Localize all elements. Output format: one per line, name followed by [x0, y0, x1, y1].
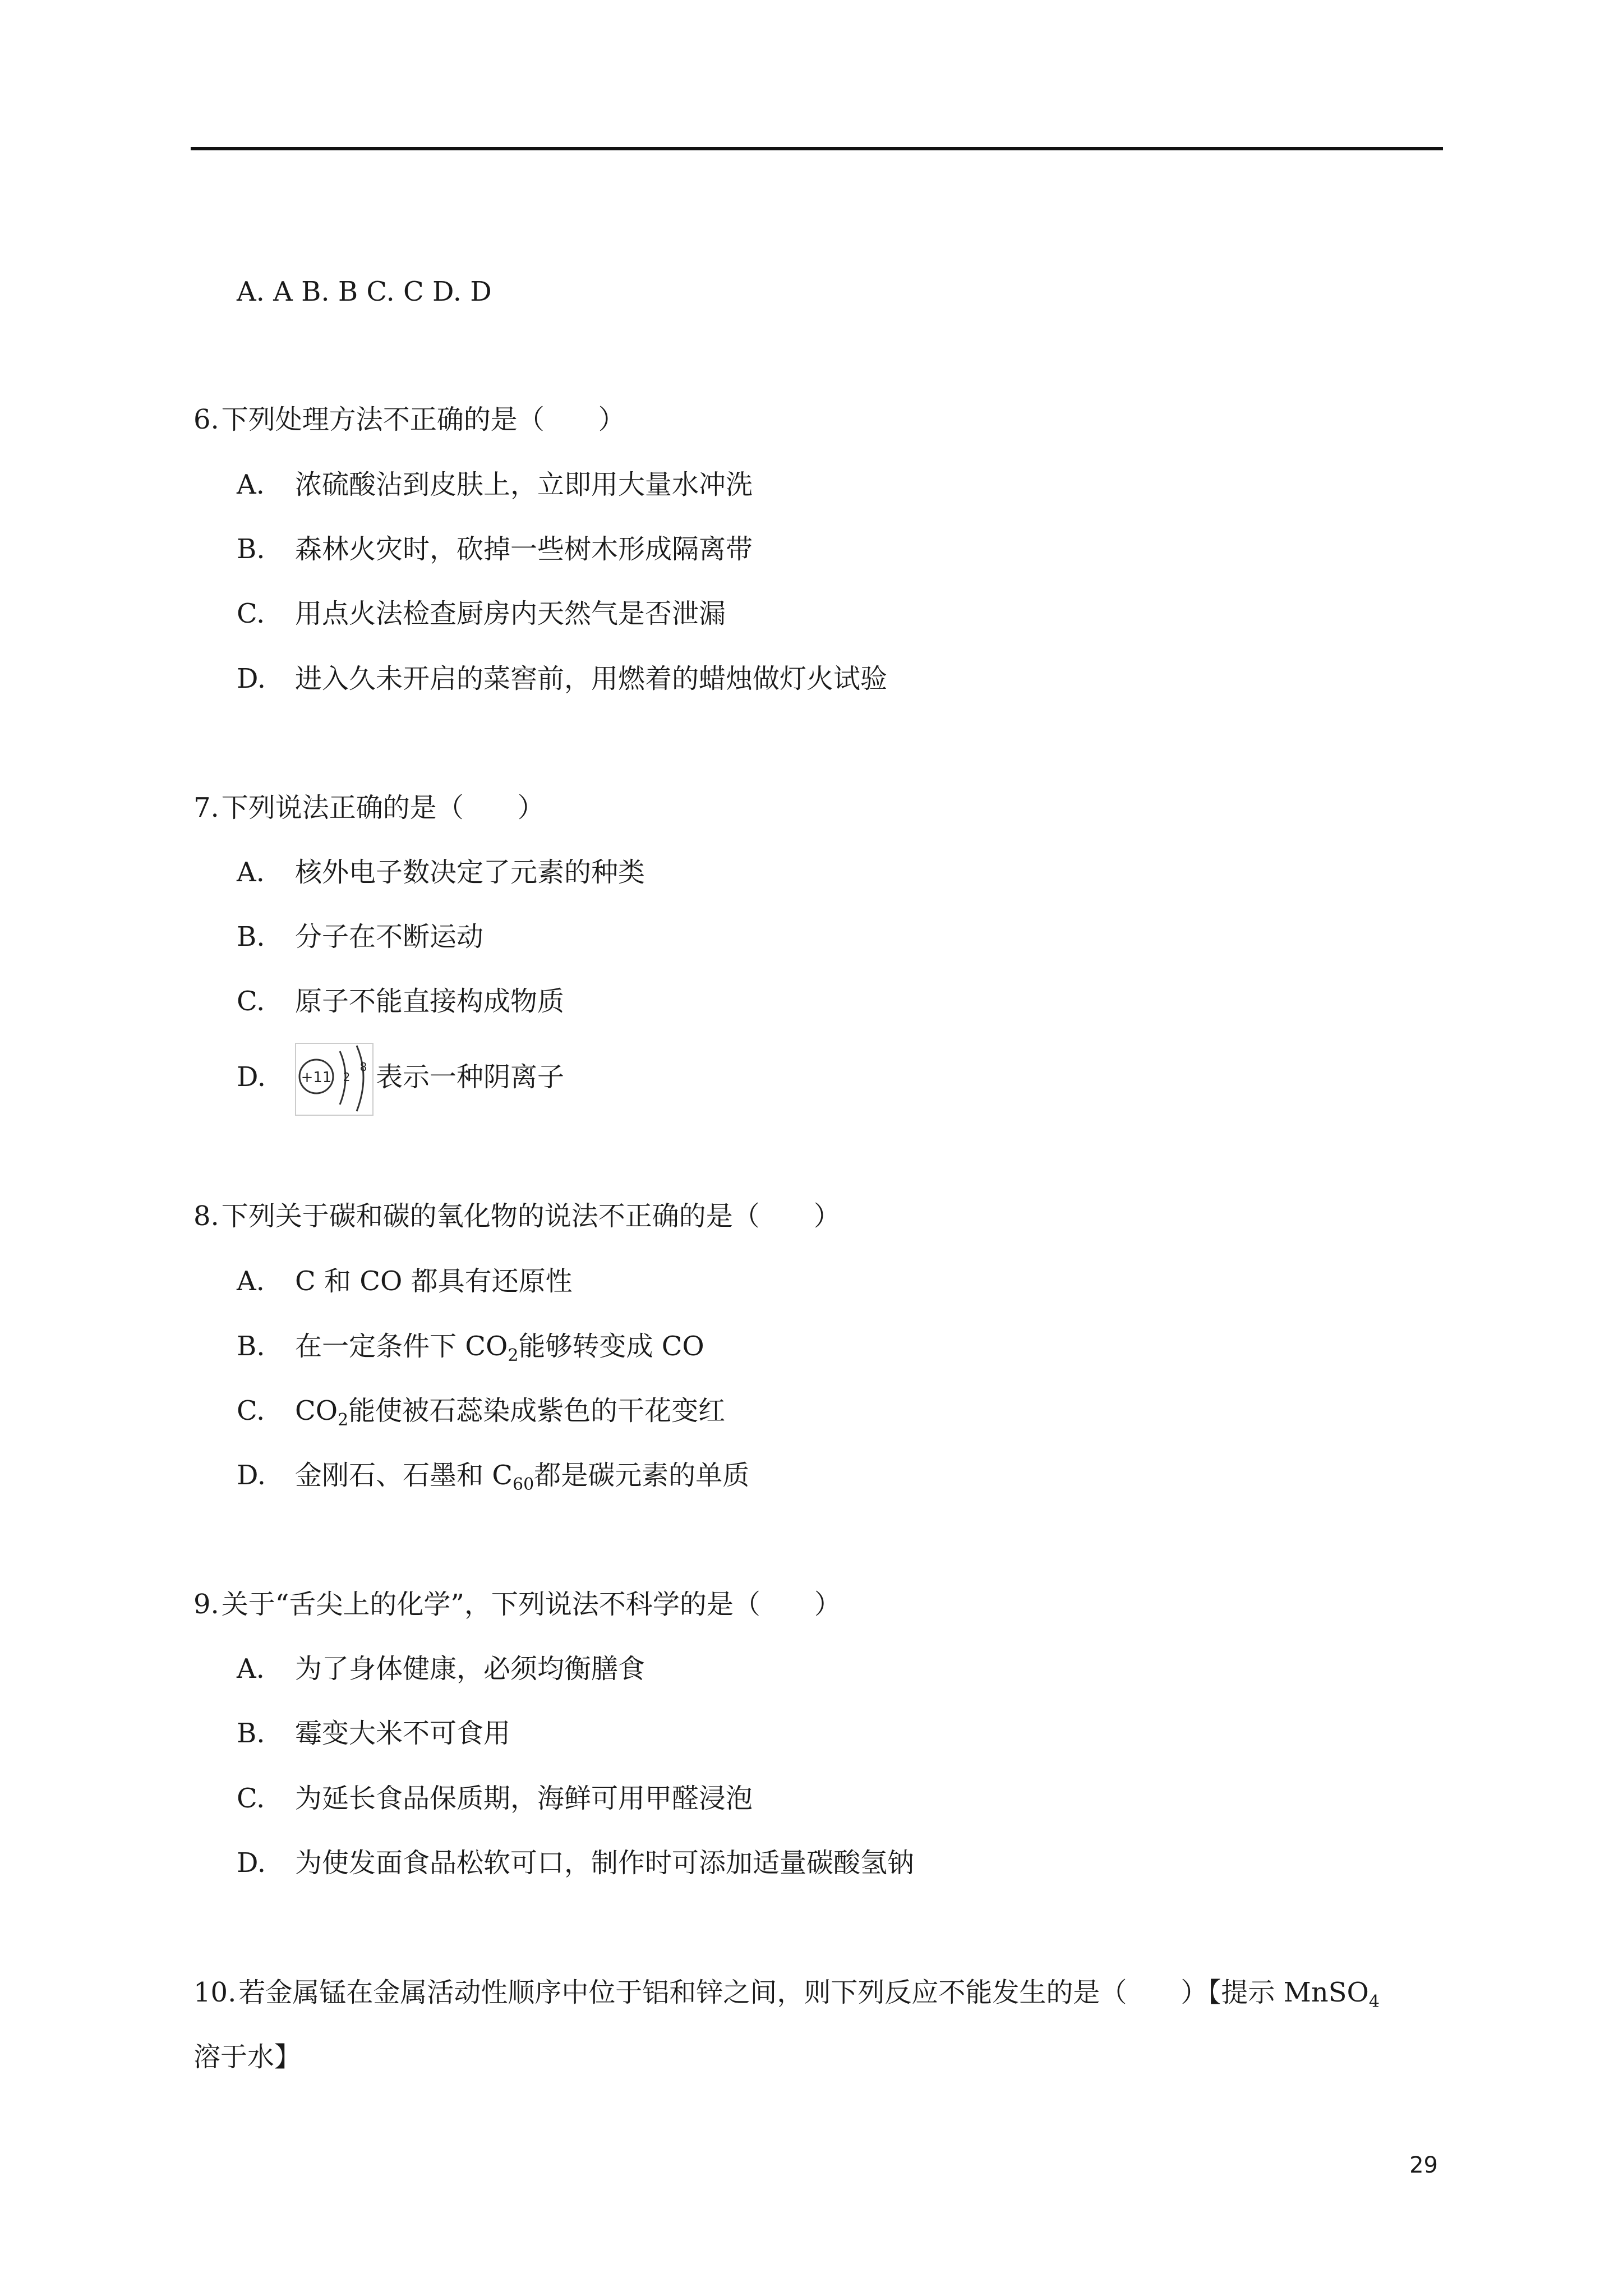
question-text: 关于“舌尖上的化学”，下列说法不科学的是（ ） [221, 1589, 841, 1620]
option-label: B. [237, 1331, 265, 1362]
subscript: 2 [338, 1410, 349, 1430]
option-text: 表示一种阴离子 [376, 1061, 565, 1093]
question-text: 下列关于碳和碳的氧化物的说法不正确的是（ ） [221, 1200, 841, 1232]
question-9-option-c [237, 1782, 753, 1815]
option-text: 原子不能直接构成物质 [295, 986, 565, 1017]
option-text: 霉变大米不可食用 [295, 1718, 511, 1749]
question-number: 10. [193, 1977, 237, 2008]
atom-structure-diagram [295, 1043, 374, 1116]
question-7-option-b [237, 920, 483, 954]
question-8-stem [193, 1199, 841, 1233]
option-text: 核外电子数决定了元素的种类 [295, 857, 645, 888]
question-number: 8. [193, 1200, 219, 1232]
option-label: A. [237, 1266, 265, 1297]
question-6-option-a [237, 468, 753, 501]
question-10-stem-continued [193, 2040, 301, 2074]
question-8-option-c [237, 1394, 725, 1428]
question-9-stem [193, 1588, 841, 1621]
nucleus-charge-label: +11 [301, 1069, 332, 1086]
option-label: B. [237, 921, 265, 953]
option-text: 分子在不断运动 [295, 921, 484, 953]
option-label: C. [237, 598, 265, 629]
question-6-stem [193, 403, 625, 436]
page-number: 29 [1409, 2152, 1438, 2178]
option-text-before: 金刚石、石墨和 C [295, 1460, 513, 1491]
question-6-option-c [237, 597, 726, 631]
option-text: 森林火灾时，砍掉一些树木形成隔离带 [295, 533, 753, 565]
option-text: 用点火法检查厨房内天然气是否泄漏 [295, 598, 726, 629]
option-text: 为延长食品保质期，海鲜可用甲醛浸泡 [295, 1783, 753, 1814]
question-10-stem [193, 1976, 1380, 2012]
question-number: 7. [193, 792, 219, 823]
question-text: 溶于水】 [193, 2041, 302, 2073]
question-8-option-a [237, 1264, 573, 1298]
subscript: 60 [513, 1475, 534, 1494]
question-8-option-b [237, 1329, 704, 1363]
option-text: C 和 CO 都具有还原性 [295, 1266, 573, 1297]
option-label: A. [237, 1653, 265, 1685]
question-number: 9. [193, 1589, 219, 1620]
option-label: D. [237, 1460, 266, 1491]
subscript: 2 [508, 1346, 519, 1365]
shell-1-electron-count: 2 [343, 1070, 351, 1084]
option-text: 进入久未开启的菜窖前，用燃着的蜡烛做灯火试验 [295, 663, 888, 694]
option-label: C. [237, 1395, 265, 1427]
question-7-option-a [237, 855, 645, 889]
option-label: D. [237, 1061, 266, 1093]
option-text: 为了身体健康，必须均衡膳食 [295, 1653, 645, 1685]
header-rule [191, 147, 1443, 150]
question-9-option-a [237, 1652, 645, 1686]
prev-answer-options: A. A B. B C. C D. D [237, 276, 492, 307]
option-text: 浓硫酸沾到皮肤上，立即用大量水冲洗 [295, 469, 753, 500]
question-text: 下列处理方法不正确的是（ ） [221, 404, 625, 435]
option-text-after: 能使被石蕊染成紫色的干花变红 [348, 1395, 726, 1427]
option-label: D. [237, 1847, 266, 1879]
option-label: D. [237, 663, 266, 694]
question-6-option-b [237, 532, 753, 566]
option-label: B. [237, 1718, 265, 1749]
question-text: 若金属锰在金属活动性顺序中位于铝和锌之间，则下列反应不能发生的是（ ）【提示 MnSO [238, 1977, 1369, 2008]
subscript: 4 [1368, 1992, 1380, 2012]
question-7-option-c [237, 984, 564, 1018]
option-label: A. [237, 469, 265, 500]
question-7-stem [193, 791, 545, 825]
question-9-option-d [237, 1846, 914, 1880]
option-text: 为使发面食品松软可口，制作时可添加适量碳酸氢钠 [295, 1847, 915, 1879]
question-number: 6. [193, 404, 219, 435]
option-label: C. [237, 1783, 265, 1814]
question-9-option-b [237, 1717, 510, 1750]
option-text-before: 在一定条件下 CO [295, 1331, 508, 1362]
option-label: B. [237, 533, 265, 565]
option-text-after: 能够转变成 CO [518, 1331, 704, 1362]
option-label: C. [237, 986, 265, 1017]
question-text: 下列说法正确的是（ ） [221, 792, 545, 823]
question-7-option-d [237, 1041, 564, 1116]
question-8-option-d [237, 1458, 749, 1492]
option-text-after: 都是碳元素的单质 [534, 1460, 750, 1491]
shell-2-electron-count: 8 [359, 1060, 367, 1074]
option-text-before: CO [295, 1395, 338, 1427]
option-label: A. [237, 857, 265, 888]
question-6-option-d [237, 662, 887, 696]
